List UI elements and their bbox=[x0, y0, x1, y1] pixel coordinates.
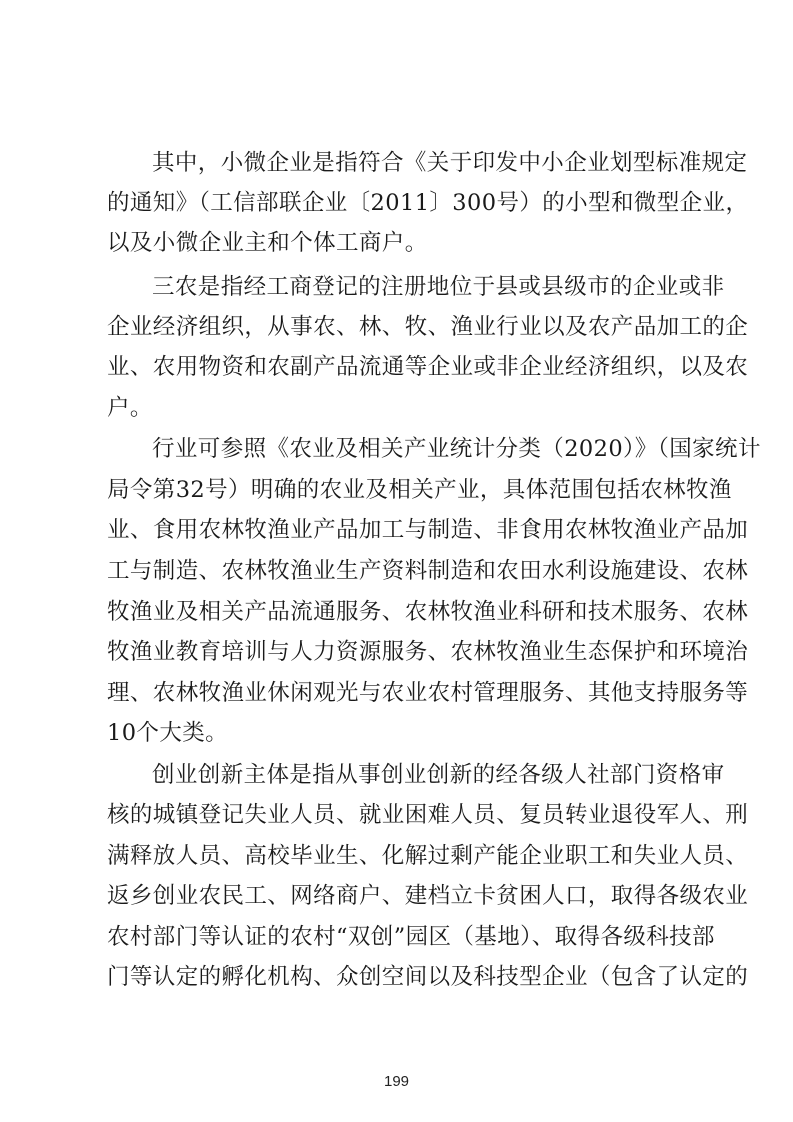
paragraph-3-line-2: 局令第32号）明确的农业及相关产业，具体范围包括农林牧渔 bbox=[107, 477, 732, 503]
paragraph-2-line-1: 三农是指经工商登记的注册地位于县或县级市的企业或非 bbox=[152, 274, 725, 300]
paragraph-2-line-4: 户。 bbox=[107, 395, 153, 421]
paragraph-3-line-6: 牧渔业教育培训与人力资源服务、农林牧渔业生态保护和环境治 bbox=[107, 639, 749, 665]
paragraph-3-line-7: 理、农林牧渔业休闲观光与农业农村管理服务、其他支持服务等 bbox=[107, 680, 749, 706]
paragraph-2-line-3: 业、农用物资和农副产品流通等企业或非企业经济组织，以及农 bbox=[107, 354, 749, 380]
paragraph-3-line-4: 工与制造、农林牧渔业生产资料制造和农田水利设施建设、农林 bbox=[107, 558, 749, 584]
paragraph-4-line-6: 门等认定的孵化机构、众创空间以及科技型企业（包含了认定的 bbox=[107, 964, 749, 990]
paragraph-4-line-5: 农村部门等认证的农村“双创”园区（基地）、取得各级科技部 bbox=[107, 924, 715, 950]
paragraph-3-line-8: 10个大类。 bbox=[107, 720, 229, 746]
paragraph-3-line-3: 业、食用农林牧渔业产品加工与制造、非食用农林牧渔业产品加 bbox=[107, 517, 749, 543]
paragraph-1-line-2: 的通知》（工信部联企业〔2011〕300号）的小型和微型企业， bbox=[107, 190, 749, 216]
paragraph-1-line-3: 以及小微企业主和个体工商户。 bbox=[107, 230, 428, 256]
paragraph-3-line-1: 行业可参照《农业及相关产业统计分类（2020）》（国家统计 bbox=[152, 436, 761, 462]
paragraph-2-line-2: 企业经济组织，从事农、林、牧、渔业行业以及农产品加工的企 bbox=[107, 314, 749, 340]
page-number: 199 bbox=[383, 1073, 410, 1090]
paragraph-4-line-2: 核的城镇登记失业人员、就业困难人员、复员转业退役军人、刑 bbox=[107, 802, 749, 828]
paragraph-4-line-1: 创业创新主体是指从事创业创新的经各级人社部门资格审 bbox=[152, 762, 725, 788]
paragraph-4-line-4: 返乡创业农民工、网络商户、建档立卡贫困人口，取得各级农业 bbox=[107, 883, 749, 909]
paragraph-4-line-3: 满释放人员、高校毕业生、化解过剩产能企业职工和失业人员、 bbox=[107, 843, 749, 869]
paragraph-1-line-1: 其中，小微企业是指符合《关于印发中小企业划型标准规定 bbox=[152, 150, 748, 176]
paragraph-3-line-5: 牧渔业及相关产品流通服务、农林牧渔业科研和技术服务、农林 bbox=[107, 599, 749, 625]
